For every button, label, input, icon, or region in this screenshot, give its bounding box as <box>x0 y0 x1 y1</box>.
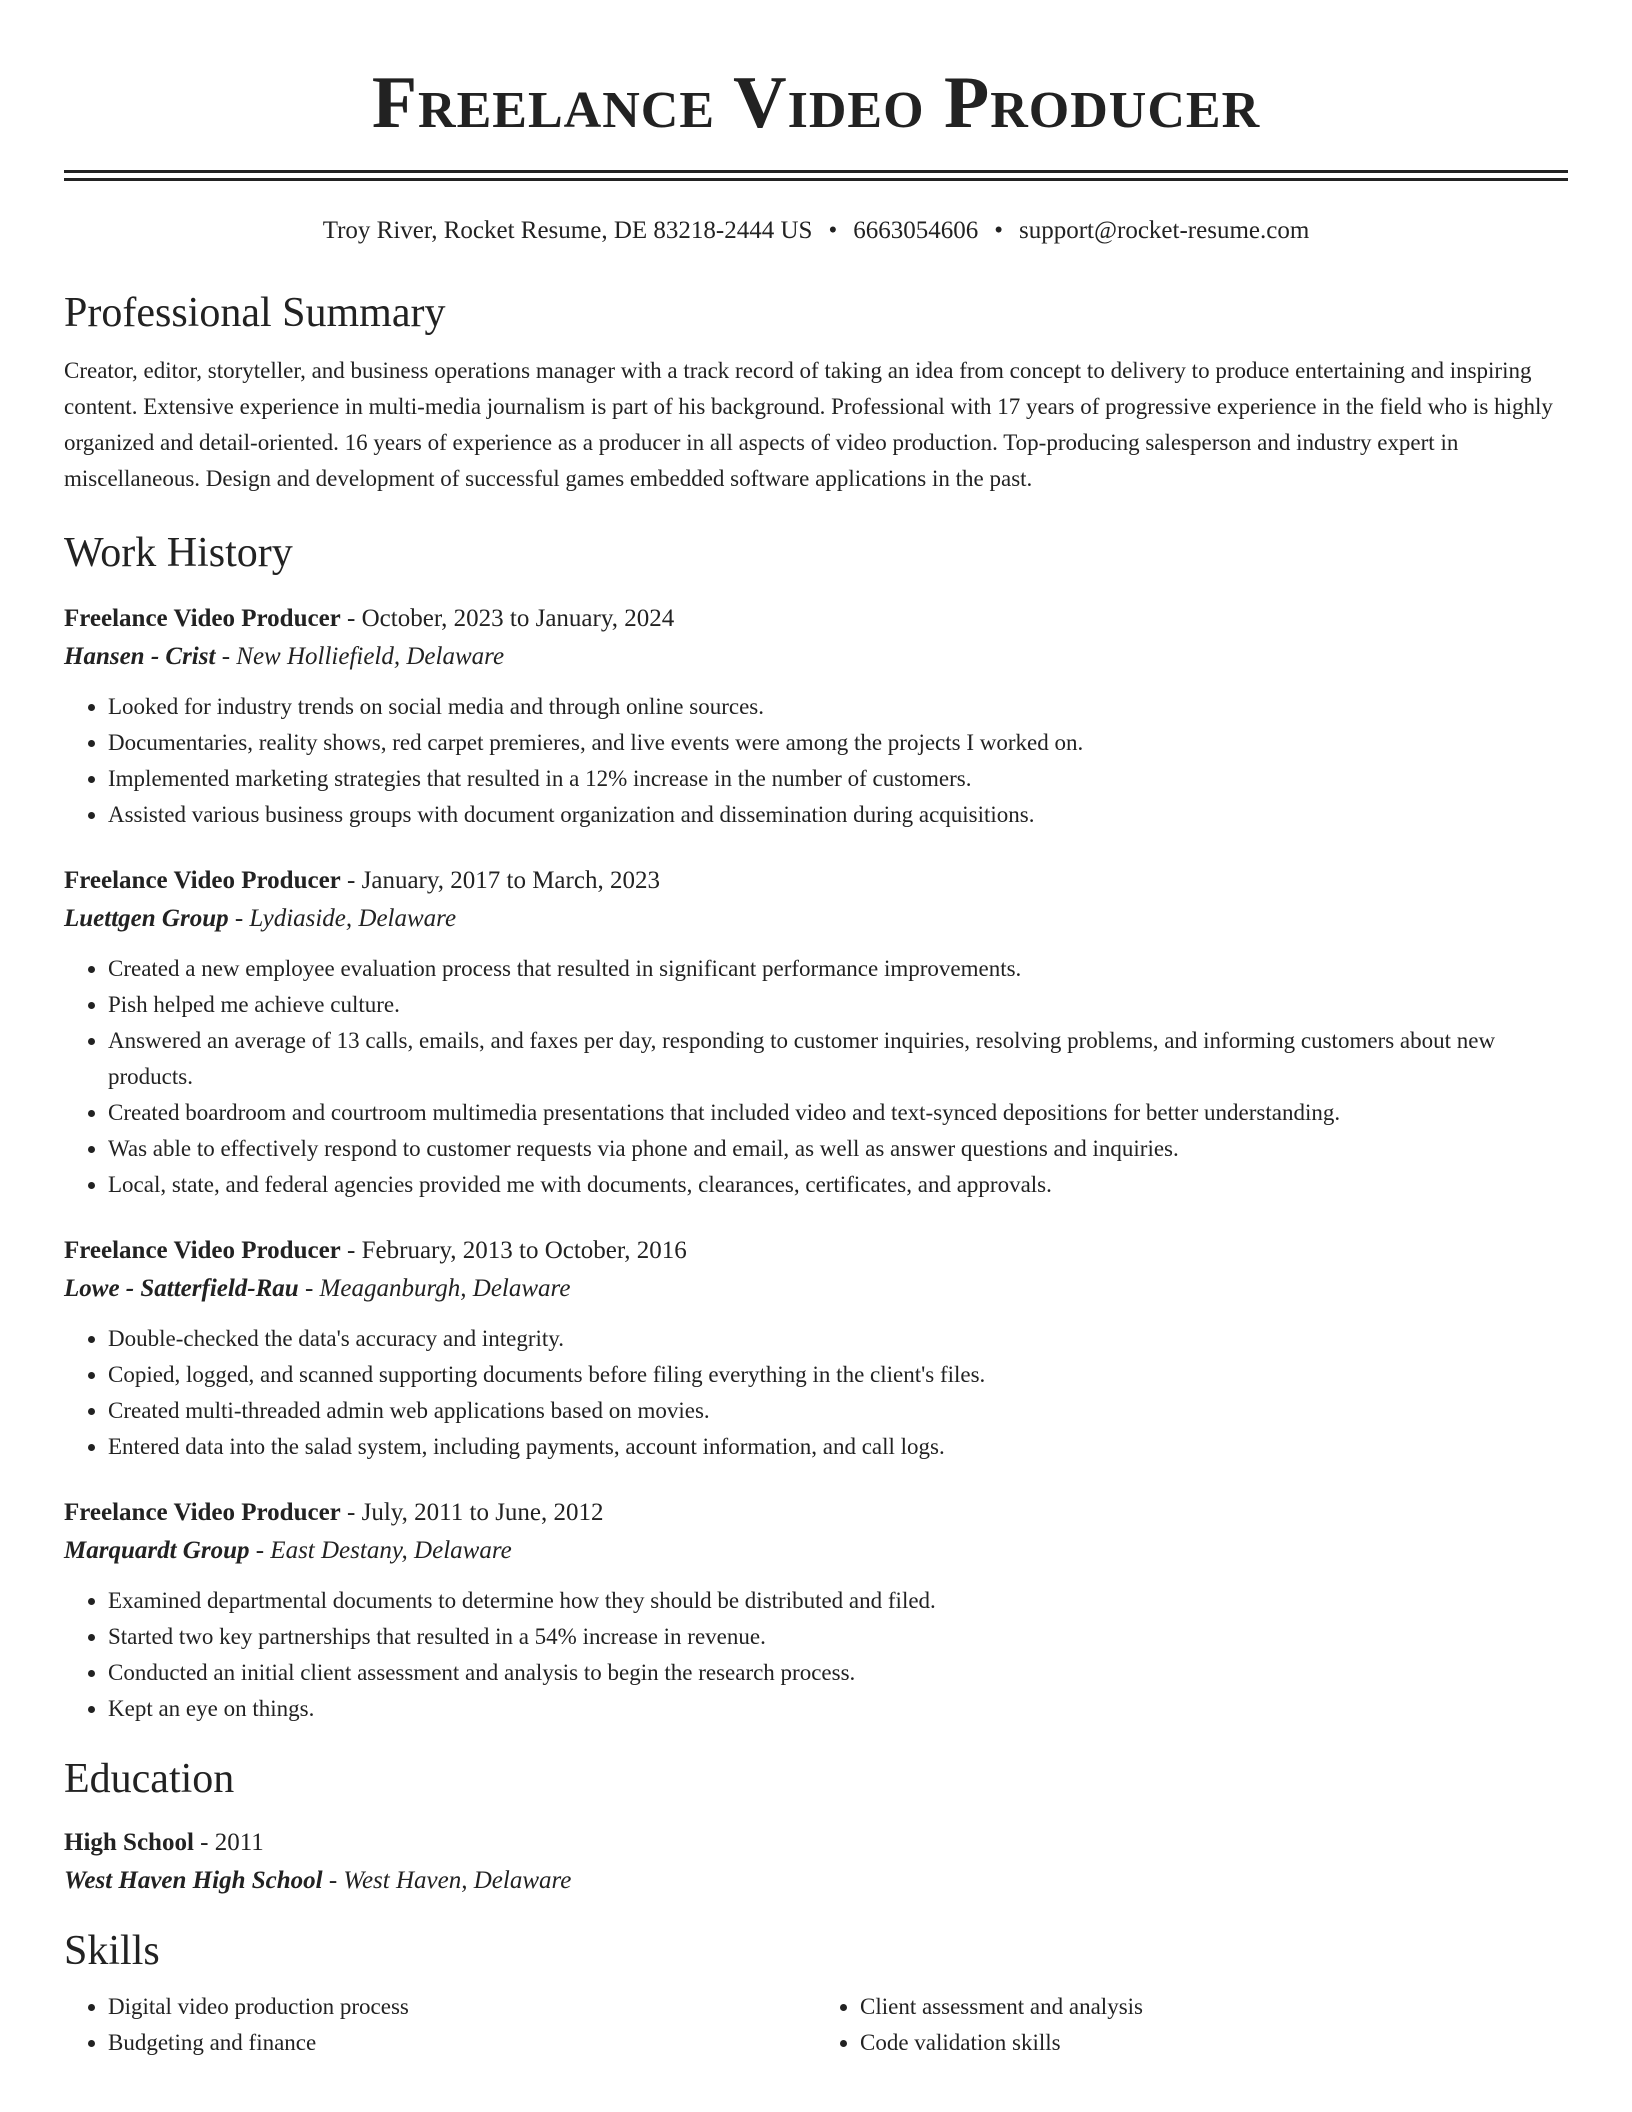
job-bullet: • Entered data into the salad system, including payments, account information, and call logs. <box>108 1429 1568 1465</box>
job-title: Freelance Video Producer <box>64 1499 341 1526</box>
job-bullet: • Assisted various business groups with document organization and dissemination during acquisitions. <box>108 797 1568 833</box>
job-location: - East Destany, Delaware <box>249 1537 512 1564</box>
job-bullet: • Started two key partnerships that resulted in a 54% increase in revenue. <box>108 1619 1568 1655</box>
skills-right-column <box>816 1989 1568 2061</box>
job-title: Freelance Video Producer <box>64 1237 341 1264</box>
job-company-line <box>64 1269 1568 1309</box>
education-heading: Education <box>64 1756 235 1802</box>
summary-text: Creator, editor, storyteller, and business operations manager with a track record of taking an idea from concept to delivery to produce entertaining and inspiring content. Extensive experience in multi-media journalism is part of his background. Professional with 17 years of progressive experience in the field who is highly organized and detail-oriented. 16 years of experience as a producer in all aspects of video production. Top-producing salesperson and industry expert in miscellaneous. Design and development of successful games embedded software applications in the past. <box>64 358 1553 491</box>
job-location: - New Holliefield, Delaware <box>215 643 505 670</box>
contact-line <box>64 215 1568 247</box>
education-degree-line <box>64 1825 1568 1861</box>
job-bullets <box>64 1321 1568 1465</box>
education-entry <box>64 1825 1568 1901</box>
contact-phone: 6663054606 <box>853 217 979 244</box>
job-company-line <box>64 899 1568 939</box>
education-school-line <box>64 1861 1568 1901</box>
education-location: - West Haven, Delaware <box>322 1867 572 1894</box>
skills-heading: Skills <box>64 1928 160 1974</box>
work-history-heading: Work History <box>64 530 293 576</box>
job-company: Luettgen Group <box>64 905 229 932</box>
contact-email: support@rocket-resume.com <box>1018 217 1310 244</box>
job-bullet: • Copied, logged, and scanned supporting documents before filing everything in the client's files. <box>108 1357 1568 1393</box>
job-bullet: • Examined departmental documents to determine how they should be distributed and filed. <box>108 1583 1568 1619</box>
job-bullet: • Conducted an initial client assessment and analysis to begin the research process. <box>108 1655 1568 1691</box>
education-section <box>64 1753 1568 1901</box>
contact-separator: • <box>828 217 838 244</box>
job-title-line <box>64 1495 1568 1531</box>
skills-section <box>64 1925 1568 2061</box>
job-dates: - October, 2023 to January, 2024 <box>340 605 675 632</box>
job-entry <box>64 601 1568 833</box>
job-bullet: • Created a new employee evaluation process that resulted in significant performance improvements. <box>108 951 1568 987</box>
education-year: - 2011 <box>193 1829 264 1856</box>
skill-item: • Code validation skills <box>860 2025 1568 2061</box>
contact-separator: • <box>994 217 1003 244</box>
job-title-line <box>64 1233 1568 1269</box>
job-company-line <box>64 637 1568 677</box>
job-company-line <box>64 1531 1568 1571</box>
title-divider <box>64 170 1568 181</box>
job-dates: - July, 2011 to June, 2012 <box>340 1499 604 1526</box>
job-entry <box>64 863 1568 1203</box>
job-bullet: • Documentaries, reality shows, red carpet premieres, and live events were among the projects I worked on. <box>108 725 1568 761</box>
job-title: Freelance Video Producer <box>64 867 341 894</box>
skill-item: • Budgeting and finance <box>108 2025 816 2061</box>
skills-left-column <box>64 1989 816 2061</box>
job-location: - Meaganburgh, Delaware <box>298 1275 571 1302</box>
skill-item: • Digital video production process <box>108 1989 816 2025</box>
job-title-line <box>64 863 1568 899</box>
job-entry <box>64 1233 1568 1465</box>
job-bullet: • Kept an eye on things. <box>108 1691 1568 1727</box>
contact-address: Troy River, Rocket Resume, DE 83218-2444 US <box>322 217 813 244</box>
job-title-line <box>64 601 1568 637</box>
education-degree: High School <box>64 1829 194 1856</box>
job-dates: - February, 2013 to October, 2016 <box>340 1237 687 1264</box>
skill-item: • Client assessment and analysis <box>860 1989 1568 2025</box>
work-history-section <box>64 527 1568 1727</box>
job-bullet: • Created boardroom and courtroom multimedia presentations that included video and text-synced depositions for better understanding. <box>108 1095 1568 1131</box>
job-title: Freelance Video Producer <box>64 605 341 632</box>
job-bullet: • Pish helped me achieve culture. <box>108 987 1568 1023</box>
job-bullet: • Double-checked the data's accuracy and integrity. <box>108 1321 1568 1357</box>
job-bullets <box>64 1583 1568 1727</box>
job-bullet: • Looked for industry trends on social media and through online sources. <box>108 689 1568 725</box>
job-entry <box>64 1495 1568 1727</box>
job-bullet: • Created multi-threaded admin web applications based on movies. <box>108 1393 1568 1429</box>
job-bullet: • Implemented marketing strategies that resulted in a 12% increase in the number of customers. <box>108 761 1568 797</box>
summary-section <box>64 287 1568 497</box>
resume-title: Freelance Video Producer <box>371 62 1261 144</box>
job-bullet: • Was able to effectively respond to customer requests via phone and email, as well as answer questions and inquiries. <box>108 1131 1568 1167</box>
job-bullet: • Local, state, and federal agencies provided me with documents, clearances, certificates, and approvals. <box>108 1167 1568 1203</box>
job-bullet: • Answered an average of 13 calls, emails, and faxes per day, responding to customer inquiries, resolving problems, and informing customers about new products. <box>108 1023 1568 1095</box>
summary-heading: Professional Summary <box>64 290 446 336</box>
job-bullets <box>64 951 1568 1203</box>
job-dates: - January, 2017 to March, 2023 <box>340 867 660 894</box>
job-bullets <box>64 689 1568 833</box>
job-company: Hansen - Crist <box>64 643 216 670</box>
job-location: - Lydiaside, Delaware <box>228 905 457 932</box>
education-school: West Haven High School <box>64 1867 323 1894</box>
job-company: Marquardt Group <box>64 1537 250 1564</box>
skills-columns <box>64 1989 1568 2061</box>
job-company: Lowe - Satterfield-Rau <box>64 1275 299 1302</box>
